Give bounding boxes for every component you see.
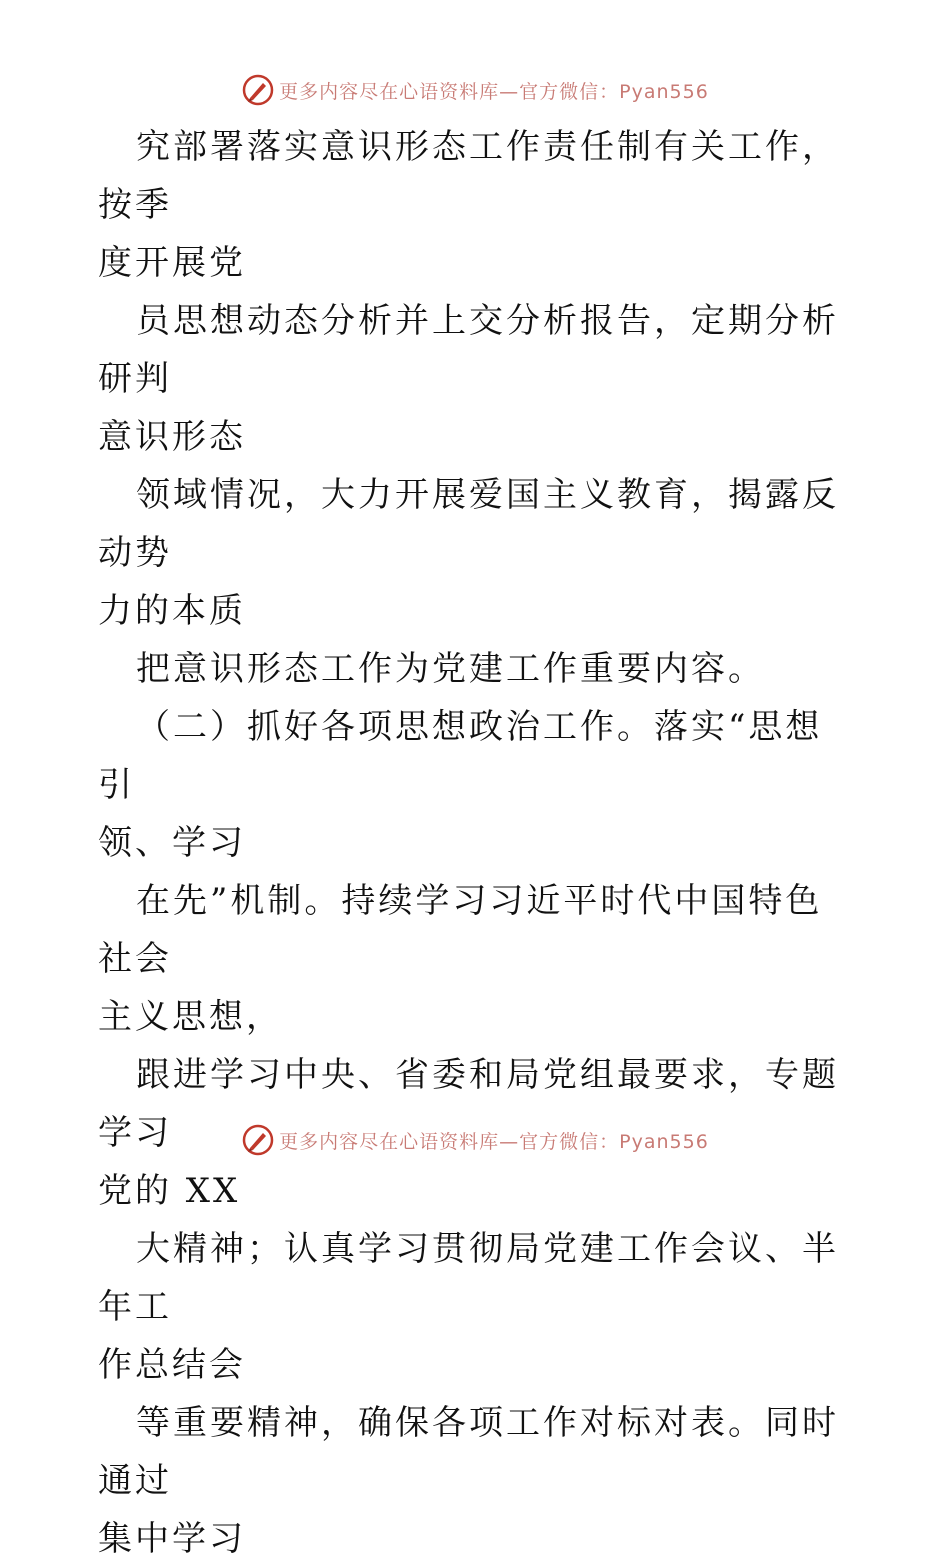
paragraph-line [98,118,858,292]
paragraph-line [98,292,858,466]
line-rest: 党的 XX [98,1171,241,1211]
line-first: 等重要精神，确保各项工作对标对表。同时通过 [98,1403,839,1501]
line-rest: 作总结会 [98,1345,246,1385]
line-first: 员思想动态分析并上交分析报告，定期分析研判 [98,301,839,399]
line-rest: 度开展党 [98,243,246,283]
document-body [98,118,858,1568]
line-rest: 集中学习 [98,1519,246,1559]
line-rest: 领、学习 [98,823,246,863]
line-rest: 力的本质 [98,591,246,631]
line-first: 把意识形态工作为党建工作重要内容。 [136,649,765,689]
line-first: 在先”机制。持续学习习近平时代中国特色社会 [98,881,823,979]
paragraph-line [98,872,858,1046]
paragraph-line [98,1220,858,1394]
paragraph-line [98,640,858,698]
line-first: 究部署落实意识形态工作责任制有关工作，按季 [98,127,839,225]
footer-watermark [0,1120,950,1160]
watermark-text: 更多内容尽在心语资料库—官方微信：Pyan556 [279,1130,709,1153]
line-first: 大精神；认真学习贯彻局党建工作会议、半年工 [98,1229,839,1327]
pen-logo-icon [241,73,275,107]
line-rest: 意识形态 [98,417,246,457]
pen-logo-icon [241,1123,275,1157]
line-first: 跟进学习中央、省委和局党组最要求，专题学习 [98,1055,839,1153]
paragraph-line [98,1394,858,1568]
line-rest: 主义思想， [98,997,283,1037]
paragraph-line [98,698,858,872]
header-watermark [0,70,950,110]
paragraph-line [98,466,858,640]
line-first: 领域情况，大力开展爱国主义教育，揭露反动势 [98,475,839,573]
watermark-text: 更多内容尽在心语资料库—官方微信：Pyan556 [279,80,709,103]
line-first: （二）抓好各项思想政治工作。落实“思想引 [98,707,823,805]
